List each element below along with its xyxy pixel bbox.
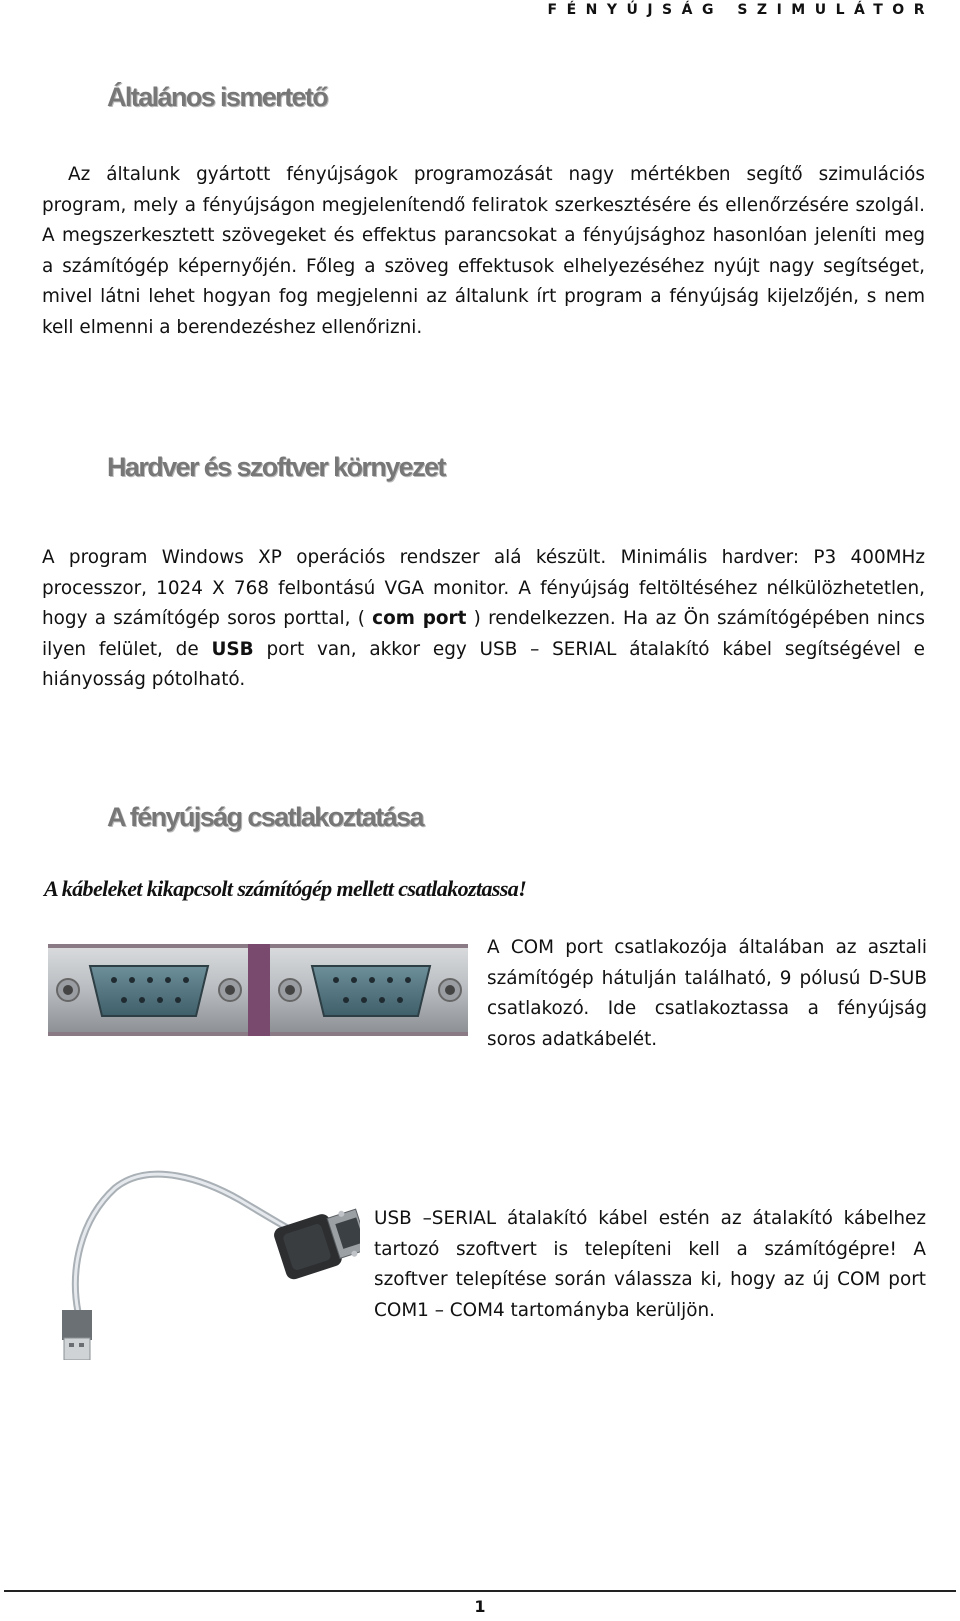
com-port-description: A COM port csatlakozója általában az asztali számítógép hátulján található, 9 pólusú D-SUB csatlakozó. Ide csatlakoztassa a fényújság soros adatkábelét.: [487, 937, 927, 1050]
paragraph-general-text: Az általunk gyártott fényújságok programozását nagy mértékben segítő szimulációs program, mely a fényújságon megjelenítendő feliratok szerkesztésére és ellenőrzésére szolgál. A megszerkesztett szövegeket és effektus parancsokat a fényújsághoz hasonlóan jeleníti meg a számítógép képernyőjén. Főleg a szöveg effektusok elhelyezéséhez nyújt nagy segítséget, mivel látni lehet hogyan fog megjelenni az általunk írt program a fényújság kijelzőjén, s nem kell elmenni a berendezéshez ellenőrizni.: [42, 164, 925, 338]
usb-serial-description: USB –SERIAL átalakító kábel estén az átalakító kábelhez tartozó szoftvert is telepíteni kell a számítógépre! A szoftver telepítése során válassza ki, hogy az új COM port COM1 – COM4 tartományba kerüljön.: [374, 1208, 926, 1321]
running-header: FÉNYÚJSÁG SZIMULÁTOR: [547, 2, 934, 18]
usb-serial-cable-photo: [40, 1160, 360, 1360]
com-port-photo: [48, 944, 468, 1036]
usb-term: USB: [211, 638, 254, 660]
paragraph-environment: A program Windows XP operációs rendszer alá készült. Minimális hardver: P3 400MHz processzor, 1024 X 768 felbontású VGA monitor. A fényújság feltöltéséhez nélkülözhetetlen, hogy a számítógép soros porttal, ( com port ) rendelkezzen. Ha az Ön számítógépében nincs ilyen felület, de USB port van, akkor egy USB – SERIAL átalakító kábel segítségével e hiányosság pótolható.: [42, 547, 926, 690]
footer-rule: [4, 1590, 956, 1592]
heading-connection: A fényújság csatlakoztatása: [107, 802, 423, 832]
paragraph-general: [42, 160, 925, 343]
com-port-term: com port: [372, 608, 467, 629]
heading-general: Általános ismertető: [107, 82, 328, 112]
page-number: 1: [474, 1597, 486, 1616]
heading-environment: Hardver és szoftver környezet: [107, 452, 445, 482]
warning-text: A kábeleket kikapcsolt számítógép mellett csatlakoztassa!: [44, 876, 527, 901]
